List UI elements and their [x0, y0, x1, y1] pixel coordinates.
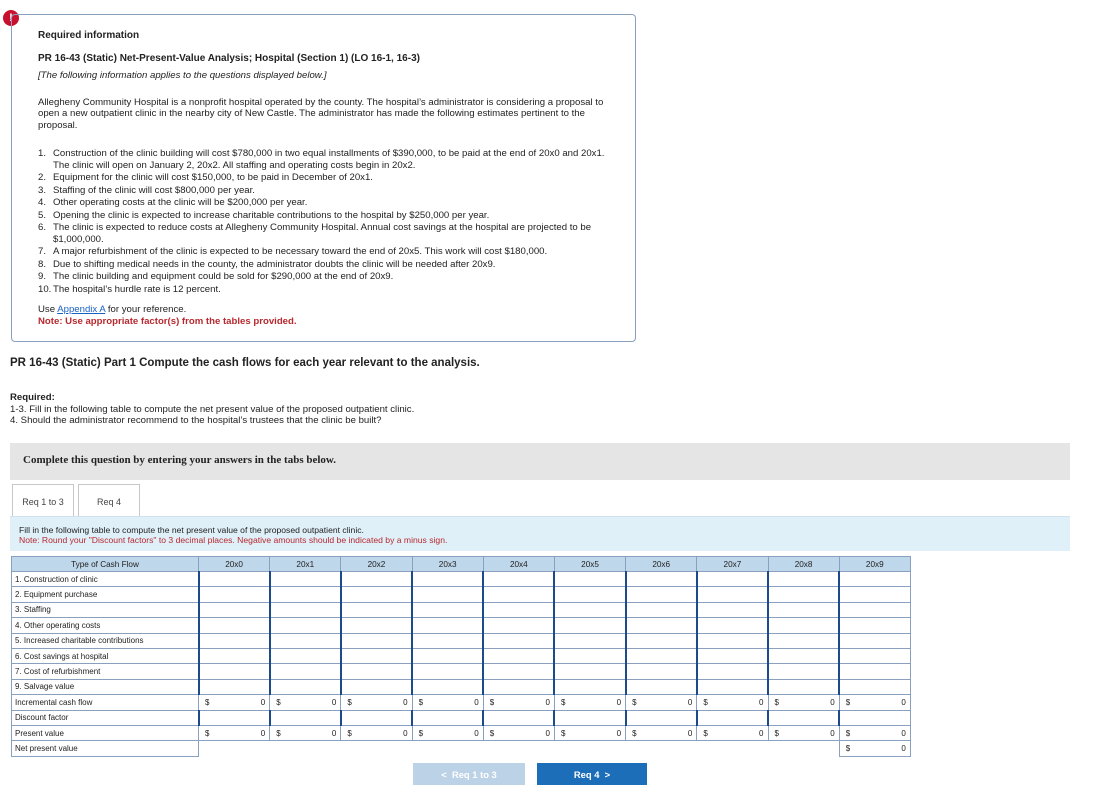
row-label: Incremental cash flow — [12, 695, 199, 710]
cash-flow-input[interactable] — [768, 618, 839, 633]
incremental-cash-flow-cell — [554, 695, 625, 710]
cash-flow-input[interactable] — [697, 618, 768, 633]
estimate-item: 7. A major refurbishment of the clinic is expected to be necessary toward the end of 20x5. This work will cost $180,000. — [38, 246, 548, 257]
currency-symbol: $ — [703, 728, 708, 738]
cash-flow-input[interactable] — [768, 679, 839, 694]
cell-value: 0 — [687, 728, 693, 738]
discount-factor-input[interactable] — [839, 710, 910, 725]
discount-factor-input[interactable] — [412, 710, 483, 725]
cash-flow-input[interactable] — [199, 679, 270, 694]
header-year: 20x4 — [483, 557, 554, 572]
cash-flow-input[interactable] — [768, 572, 839, 587]
estimates-list — [38, 148, 609, 295]
currency-symbol: $ — [418, 697, 424, 707]
table-row — [12, 602, 911, 617]
currency-symbol: $ — [560, 728, 566, 738]
cash-flow-input[interactable] — [839, 572, 910, 587]
estimate-item: 4. Other operating costs at the clinic will be $200,000 per year. — [38, 197, 308, 208]
discount-factor-input[interactable] — [341, 710, 412, 725]
currency-symbol: $ — [276, 728, 281, 738]
cash-flow-input[interactable] — [412, 572, 483, 587]
cash-flow-input[interactable] — [199, 633, 270, 648]
tab-req-4[interactable]: Req 4 — [78, 484, 140, 517]
present-value-cell — [341, 725, 412, 740]
cell-value: 0 — [260, 728, 266, 738]
currency-symbol: $ — [845, 728, 851, 738]
cash-flow-input[interactable] — [270, 618, 341, 633]
cash-flow-input[interactable] — [839, 648, 910, 663]
cash-flow-input[interactable] — [270, 572, 341, 587]
part-heading: PR 16-43 (Static) Part 1 Compute the cash flows for each year relevant to the analysis. — [10, 357, 480, 369]
cash-flow-input[interactable] — [626, 633, 697, 648]
header-year: 20x1 — [270, 557, 341, 572]
cash-flow-input[interactable] — [626, 664, 697, 679]
currency-symbol: $ — [418, 728, 424, 738]
incremental-cash-flow-cell — [483, 695, 554, 710]
empty-cell — [554, 741, 625, 756]
empty-cell — [270, 741, 341, 756]
cash-flow-input[interactable] — [768, 633, 839, 648]
incremental-cash-flow-cell — [626, 695, 697, 710]
cash-flow-input[interactable] — [839, 664, 910, 679]
cell-value: 0 — [759, 728, 764, 738]
cash-flow-input[interactable] — [199, 664, 270, 679]
cash-flow-input[interactable] — [199, 572, 270, 587]
cell-value: 0 — [474, 697, 479, 707]
cash-flow-input[interactable] — [483, 618, 554, 633]
row-label: 6. Cost savings at hospital — [12, 648, 199, 663]
incremental-cash-flow-cell — [839, 695, 910, 710]
cash-flow-input[interactable] — [199, 602, 270, 617]
cash-flow-input[interactable] — [626, 648, 697, 663]
cash-flow-input[interactable] — [341, 587, 412, 602]
currency-symbol: $ — [845, 743, 851, 753]
cell-value: 0 — [830, 728, 835, 738]
table-row — [12, 679, 911, 694]
required-information-box — [11, 14, 636, 342]
currency-symbol: $ — [489, 697, 495, 707]
cash-flow-table — [11, 556, 911, 757]
info-paragraph: Allegheny Community Hospital is a nonprofit hospital operated by the county. The hospital’s administrator is considering a proposal to open a new outpatient clinic in the nearby city of New Castle. The administrator has made the following estimates pertinent to the proposal. — [38, 96, 604, 131]
cash-flow-input[interactable] — [768, 664, 839, 679]
table-row — [12, 725, 911, 740]
prev-req-button[interactable]: < Req 1 to 3 — [413, 763, 525, 785]
present-value-cell — [768, 725, 839, 740]
present-value-cell — [839, 725, 910, 740]
currency-symbol: $ — [560, 697, 566, 707]
cash-flow-input[interactable] — [554, 618, 625, 633]
discount-factor-input[interactable] — [199, 710, 270, 725]
cash-flow-input[interactable] — [626, 587, 697, 602]
header-year: 20x6 — [626, 557, 697, 572]
cash-flow-input[interactable] — [626, 618, 697, 633]
cash-flow-input[interactable] — [626, 572, 697, 587]
cash-flow-input[interactable] — [768, 602, 839, 617]
cash-flow-input[interactable] — [554, 679, 625, 694]
cash-flow-input[interactable] — [412, 679, 483, 694]
currency-symbol: $ — [347, 697, 352, 707]
instructions-panel — [10, 516, 1070, 551]
required-line-1: 1-3. Fill in the following table to compute the net present value of the proposed outpatient clinic. — [10, 403, 415, 415]
incremental-cash-flow-cell — [412, 695, 483, 710]
cash-flow-input[interactable] — [768, 587, 839, 602]
cash-flow-input[interactable] — [554, 572, 625, 587]
row-label: 9. Salvage value — [12, 679, 199, 694]
info-title: Required information — [38, 30, 140, 41]
discount-factor-input[interactable] — [697, 710, 768, 725]
row-label: 4. Other operating costs — [12, 618, 199, 633]
header-year: 20x9 — [839, 557, 910, 572]
present-value-cell — [483, 725, 554, 740]
empty-cell — [341, 741, 412, 756]
cash-flow-input[interactable] — [412, 633, 483, 648]
cash-flow-input[interactable] — [341, 648, 412, 663]
cash-flow-input[interactable] — [199, 648, 270, 663]
currency-symbol: $ — [632, 728, 637, 738]
info-applies-note: [The following information applies to the questions displayed below.] — [38, 70, 327, 81]
present-value-cell — [412, 725, 483, 740]
cash-flow-input[interactable] — [341, 602, 412, 617]
cash-flow-input[interactable] — [412, 648, 483, 663]
cell-value: 0 — [616, 697, 622, 707]
empty-cell — [697, 741, 768, 756]
row-label: Discount factor — [12, 710, 199, 725]
cell-value: 0 — [403, 728, 408, 738]
cash-flow-input[interactable] — [412, 587, 483, 602]
net-present-value-cell — [839, 741, 910, 756]
header-year: 20x3 — [412, 557, 483, 572]
incremental-cash-flow-cell — [341, 695, 412, 710]
currency-symbol: $ — [347, 728, 352, 738]
cash-flow-input[interactable] — [554, 633, 625, 648]
row-label: Present value — [12, 725, 199, 740]
cash-flow-input[interactable] — [839, 587, 910, 602]
cash-flow-input[interactable] — [697, 664, 768, 679]
discount-factor-input[interactable] — [270, 710, 341, 725]
incremental-cash-flow-cell — [697, 695, 768, 710]
cash-flow-input[interactable] — [483, 572, 554, 587]
required-line-2: 4. Should the administrator recommend to the hospital’s trustees that the clinic be built? — [10, 415, 382, 426]
table-row — [12, 664, 911, 679]
estimate-item: 1. Construction of the clinic building will cost $780,000 in two equal installments of $390,000, to be paid at the end of 20x0 and 20x1. The clinic will open on January 2, 20x2. All staffing and operating costs begin in 20x2. — [38, 148, 605, 171]
cash-flow-input[interactable] — [697, 648, 768, 663]
present-value-cell — [626, 725, 697, 740]
cash-flow-input[interactable] — [270, 633, 341, 648]
tab-req-1-to-3[interactable]: Req 1 to 3 — [12, 484, 74, 517]
appendix-reference: Use Appendix A for your reference. — [38, 304, 187, 315]
present-value-cell — [697, 725, 768, 740]
cash-flow-input[interactable] — [483, 648, 554, 663]
cash-flow-input[interactable] — [554, 602, 625, 617]
header-year: 20x5 — [554, 557, 625, 572]
row-label: 7. Cost of refurbishment — [12, 664, 199, 679]
header-type-of-cash-flow: Type of Cash Flow — [12, 557, 199, 572]
table-row — [12, 587, 911, 602]
next-req-button[interactable]: Req 4 > — [537, 763, 647, 785]
currency-symbol: $ — [774, 697, 779, 707]
cash-flow-input[interactable] — [412, 664, 483, 679]
cash-flow-input[interactable] — [341, 679, 412, 694]
cell-value: 0 — [331, 697, 337, 707]
estimate-item: 3. Staffing of the clinic will cost $800,000 per year. — [38, 184, 255, 196]
table-row — [12, 648, 911, 663]
row-label: 1. Construction of clinic — [12, 572, 199, 587]
cash-flow-input[interactable] — [839, 602, 910, 617]
cell-value: 0 — [474, 728, 479, 738]
discount-factor-input[interactable] — [554, 710, 625, 725]
cash-flow-input[interactable] — [483, 633, 554, 648]
cash-flow-input[interactable] — [768, 648, 839, 663]
currency-symbol: $ — [774, 728, 779, 738]
cash-flow-input[interactable] — [697, 587, 768, 602]
cell-value: 0 — [901, 697, 906, 707]
empty-cell — [483, 741, 554, 756]
incremental-cash-flow-cell — [270, 695, 341, 710]
problem-title: PR 16-43 (Static) Net-Present-Value Analysis; Hospital (Section 1) (LO 16-1, 16-3) — [38, 52, 420, 64]
requirement-tabs — [12, 484, 140, 517]
factor-note: Note: Use appropriate factor(s) from the tables provided. — [38, 315, 297, 327]
header-year: 20x7 — [697, 557, 768, 572]
cash-flow-input[interactable] — [697, 633, 768, 648]
cash-flow-input[interactable] — [199, 587, 270, 602]
cell-value: 0 — [331, 728, 337, 738]
cell-value: 0 — [830, 697, 835, 707]
cash-flow-input[interactable] — [483, 679, 554, 694]
cell-value: 0 — [616, 728, 622, 738]
cash-flow-input[interactable] — [270, 664, 341, 679]
cell-value: 0 — [545, 697, 550, 707]
estimate-item: 5. Opening the clinic is expected to increase charitable contributions to the hospital by $250,000 per year. — [38, 209, 490, 221]
table-row — [12, 633, 911, 648]
cash-flow-input[interactable] — [839, 633, 910, 648]
incremental-cash-flow-cell — [768, 695, 839, 710]
cash-flow-input[interactable] — [341, 618, 412, 633]
table-row — [12, 572, 911, 587]
incremental-cash-flow-cell — [199, 695, 270, 710]
row-label: 3. Staffing — [12, 602, 199, 617]
estimate-item: 10. The hospital’s hurdle rate is 12 percent. — [38, 283, 221, 295]
cash-flow-input[interactable] — [270, 602, 341, 617]
cash-flow-input[interactable] — [839, 679, 910, 694]
discount-factor-input[interactable] — [483, 710, 554, 725]
cell-value: 0 — [901, 743, 906, 753]
discount-factor-input[interactable] — [626, 710, 697, 725]
cash-flow-input[interactable] — [483, 602, 554, 617]
table-header-row — [12, 557, 911, 572]
row-label: Net present value — [12, 741, 199, 756]
cash-flow-input[interactable] — [483, 587, 554, 602]
complete-question-bar: Complete this question by entering your answers in the tabs below. — [10, 443, 1070, 480]
cash-flow-input[interactable] — [412, 618, 483, 633]
cash-flow-input[interactable] — [270, 587, 341, 602]
currency-symbol: $ — [703, 697, 708, 707]
cash-flow-input[interactable] — [341, 572, 412, 587]
cash-flow-input[interactable] — [341, 664, 412, 679]
cash-flow-input[interactable] — [697, 572, 768, 587]
currency-symbol: $ — [205, 728, 210, 738]
table-row — [12, 695, 911, 710]
cash-flow-input[interactable] — [626, 602, 697, 617]
estimate-item: 9. The clinic building and equipment could be sold for $290,000 at the end of 20x9. — [38, 271, 394, 282]
cash-flow-input[interactable] — [554, 587, 625, 602]
cash-flow-input[interactable] — [199, 618, 270, 633]
cash-flow-input[interactable] — [483, 664, 554, 679]
currency-symbol: $ — [489, 728, 495, 738]
cell-value: 0 — [403, 697, 408, 707]
present-value-cell — [199, 725, 270, 740]
cash-flow-input[interactable] — [341, 633, 412, 648]
currency-symbol: $ — [845, 697, 851, 707]
currency-symbol: $ — [632, 697, 637, 707]
cell-value: 0 — [545, 728, 550, 738]
cash-flow-input[interactable] — [626, 679, 697, 694]
currency-symbol: $ — [276, 697, 281, 707]
cash-flow-input[interactable] — [270, 648, 341, 663]
cash-flow-input[interactable] — [554, 664, 625, 679]
cash-flow-input[interactable] — [697, 602, 768, 617]
cash-flow-input[interactable] — [697, 679, 768, 694]
cell-value: 0 — [759, 697, 764, 707]
row-label: 2. Equipment purchase — [12, 587, 199, 602]
present-value-cell — [554, 725, 625, 740]
empty-cell — [199, 741, 270, 756]
estimate-item: 6. The clinic is expected to reduce costs at Allegheny Community Hospital. Annual cost savings at the hospital are projected to be $1,000,000. — [38, 222, 592, 245]
estimate-item: 8. Due to shifting medical needs in the county, the administrator doubts the clinic will be needed after 20x9. — [38, 258, 496, 270]
cell-value: 0 — [260, 697, 266, 707]
table-row — [12, 741, 911, 756]
table-row — [12, 618, 911, 633]
header-year: 20x8 — [768, 557, 839, 572]
estimate-item: 2. Equipment for the clinic will cost $150,000, to be paid in December of 20x1. — [38, 172, 373, 183]
cell-value: 0 — [901, 728, 906, 738]
alert-icon: ! — [3, 10, 19, 26]
currency-symbol: $ — [205, 697, 210, 707]
cash-flow-input[interactable] — [412, 602, 483, 617]
header-year: 20x2 — [341, 557, 412, 572]
cell-value: 0 — [687, 697, 693, 707]
empty-cell — [412, 741, 483, 756]
cash-flow-input[interactable] — [270, 679, 341, 694]
empty-cell — [626, 741, 697, 756]
row-label: 5. Increased charitable contributions — [12, 633, 199, 648]
header-year: 20x0 — [199, 557, 270, 572]
discount-factor-input[interactable] — [768, 710, 839, 725]
rounding-note: Note: Round your "Discount factors" to 3 decimal places. Negative amounts should be indicated by a minus sign. — [19, 535, 448, 545]
required-block — [10, 392, 414, 427]
cash-flow-input[interactable] — [554, 648, 625, 663]
empty-cell — [768, 741, 839, 756]
cash-flow-input[interactable] — [839, 618, 910, 633]
instructions-line: Fill in the following table to compute the net present value of the proposed outpatient clinic. — [19, 525, 364, 535]
required-label: Required: — [10, 392, 55, 403]
present-value-cell — [270, 725, 341, 740]
table-row — [12, 710, 911, 725]
appendix-a-link[interactable]: Appendix A — [57, 304, 106, 315]
